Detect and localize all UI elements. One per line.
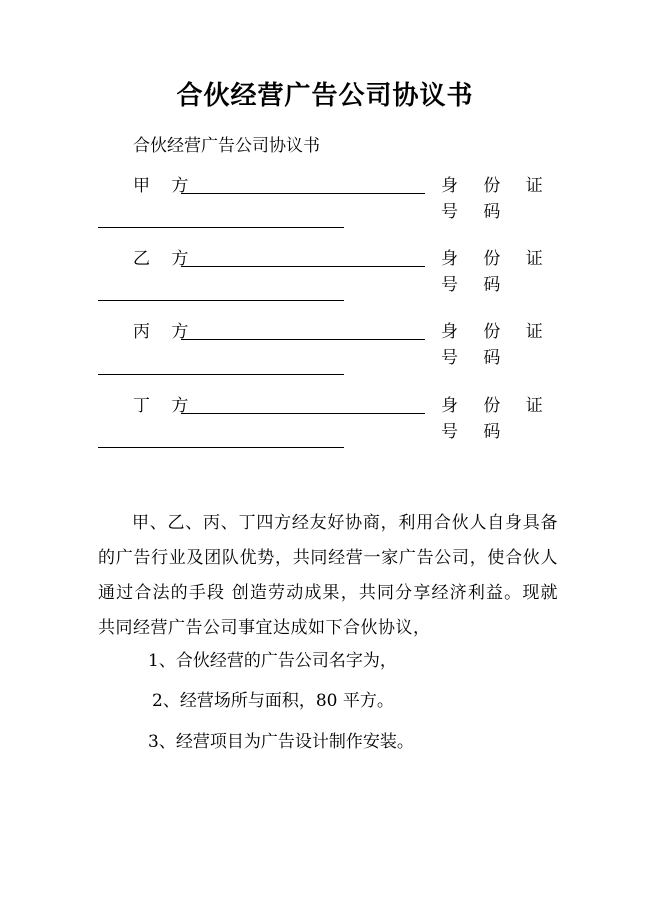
party-name-blank [181,193,425,194]
id-number-label: 身 份 证 号 码 [441,396,553,442]
party-label: 丁 方 [133,396,197,416]
id-number-blank [98,374,344,375]
id-number-label: 身 份 证 号 码 [441,249,553,295]
party-name-blank [181,413,425,414]
id-number-blank [98,447,344,448]
agreement-item: 2、经营场所与面积，80 平方。 [152,691,394,711]
agreement-item: 1、合伙经营的广告公司名字为， [148,651,397,671]
document-title: 合伙经营广告公司协议书 [176,81,474,111]
id-number-blank [98,227,344,228]
party-line-yi [133,246,553,295]
party-line-jia [133,173,553,222]
id-number-blank [98,300,344,301]
party-name-blank [181,266,425,267]
id-number-label: 身 份 证 号 码 [441,322,553,368]
party-line-ding [133,393,553,442]
party-name-blank [181,339,425,340]
agreement-item: 3、经营项目为广告设计制作安装。 [148,732,414,752]
party-label: 甲 方 [133,176,197,196]
party-label: 乙 方 [133,249,197,269]
id-number-label: 身 份 证 号 码 [441,176,553,222]
party-line-bing [133,319,553,368]
document-subtitle: 合伙经营广告公司协议书 [133,136,320,156]
party-label: 丙 方 [133,322,197,342]
agreement-paragraph: 甲、乙、丙、丁四方经友好协商，利用合伙人自身具备的广告行业及团队优势，共同经营一家广告公司，使合伙人通过合法的手段 创造劳动成果，共同分享经济利益。现就共同经营广告公司事宜达成如下合伙协议， [98,513,558,638]
